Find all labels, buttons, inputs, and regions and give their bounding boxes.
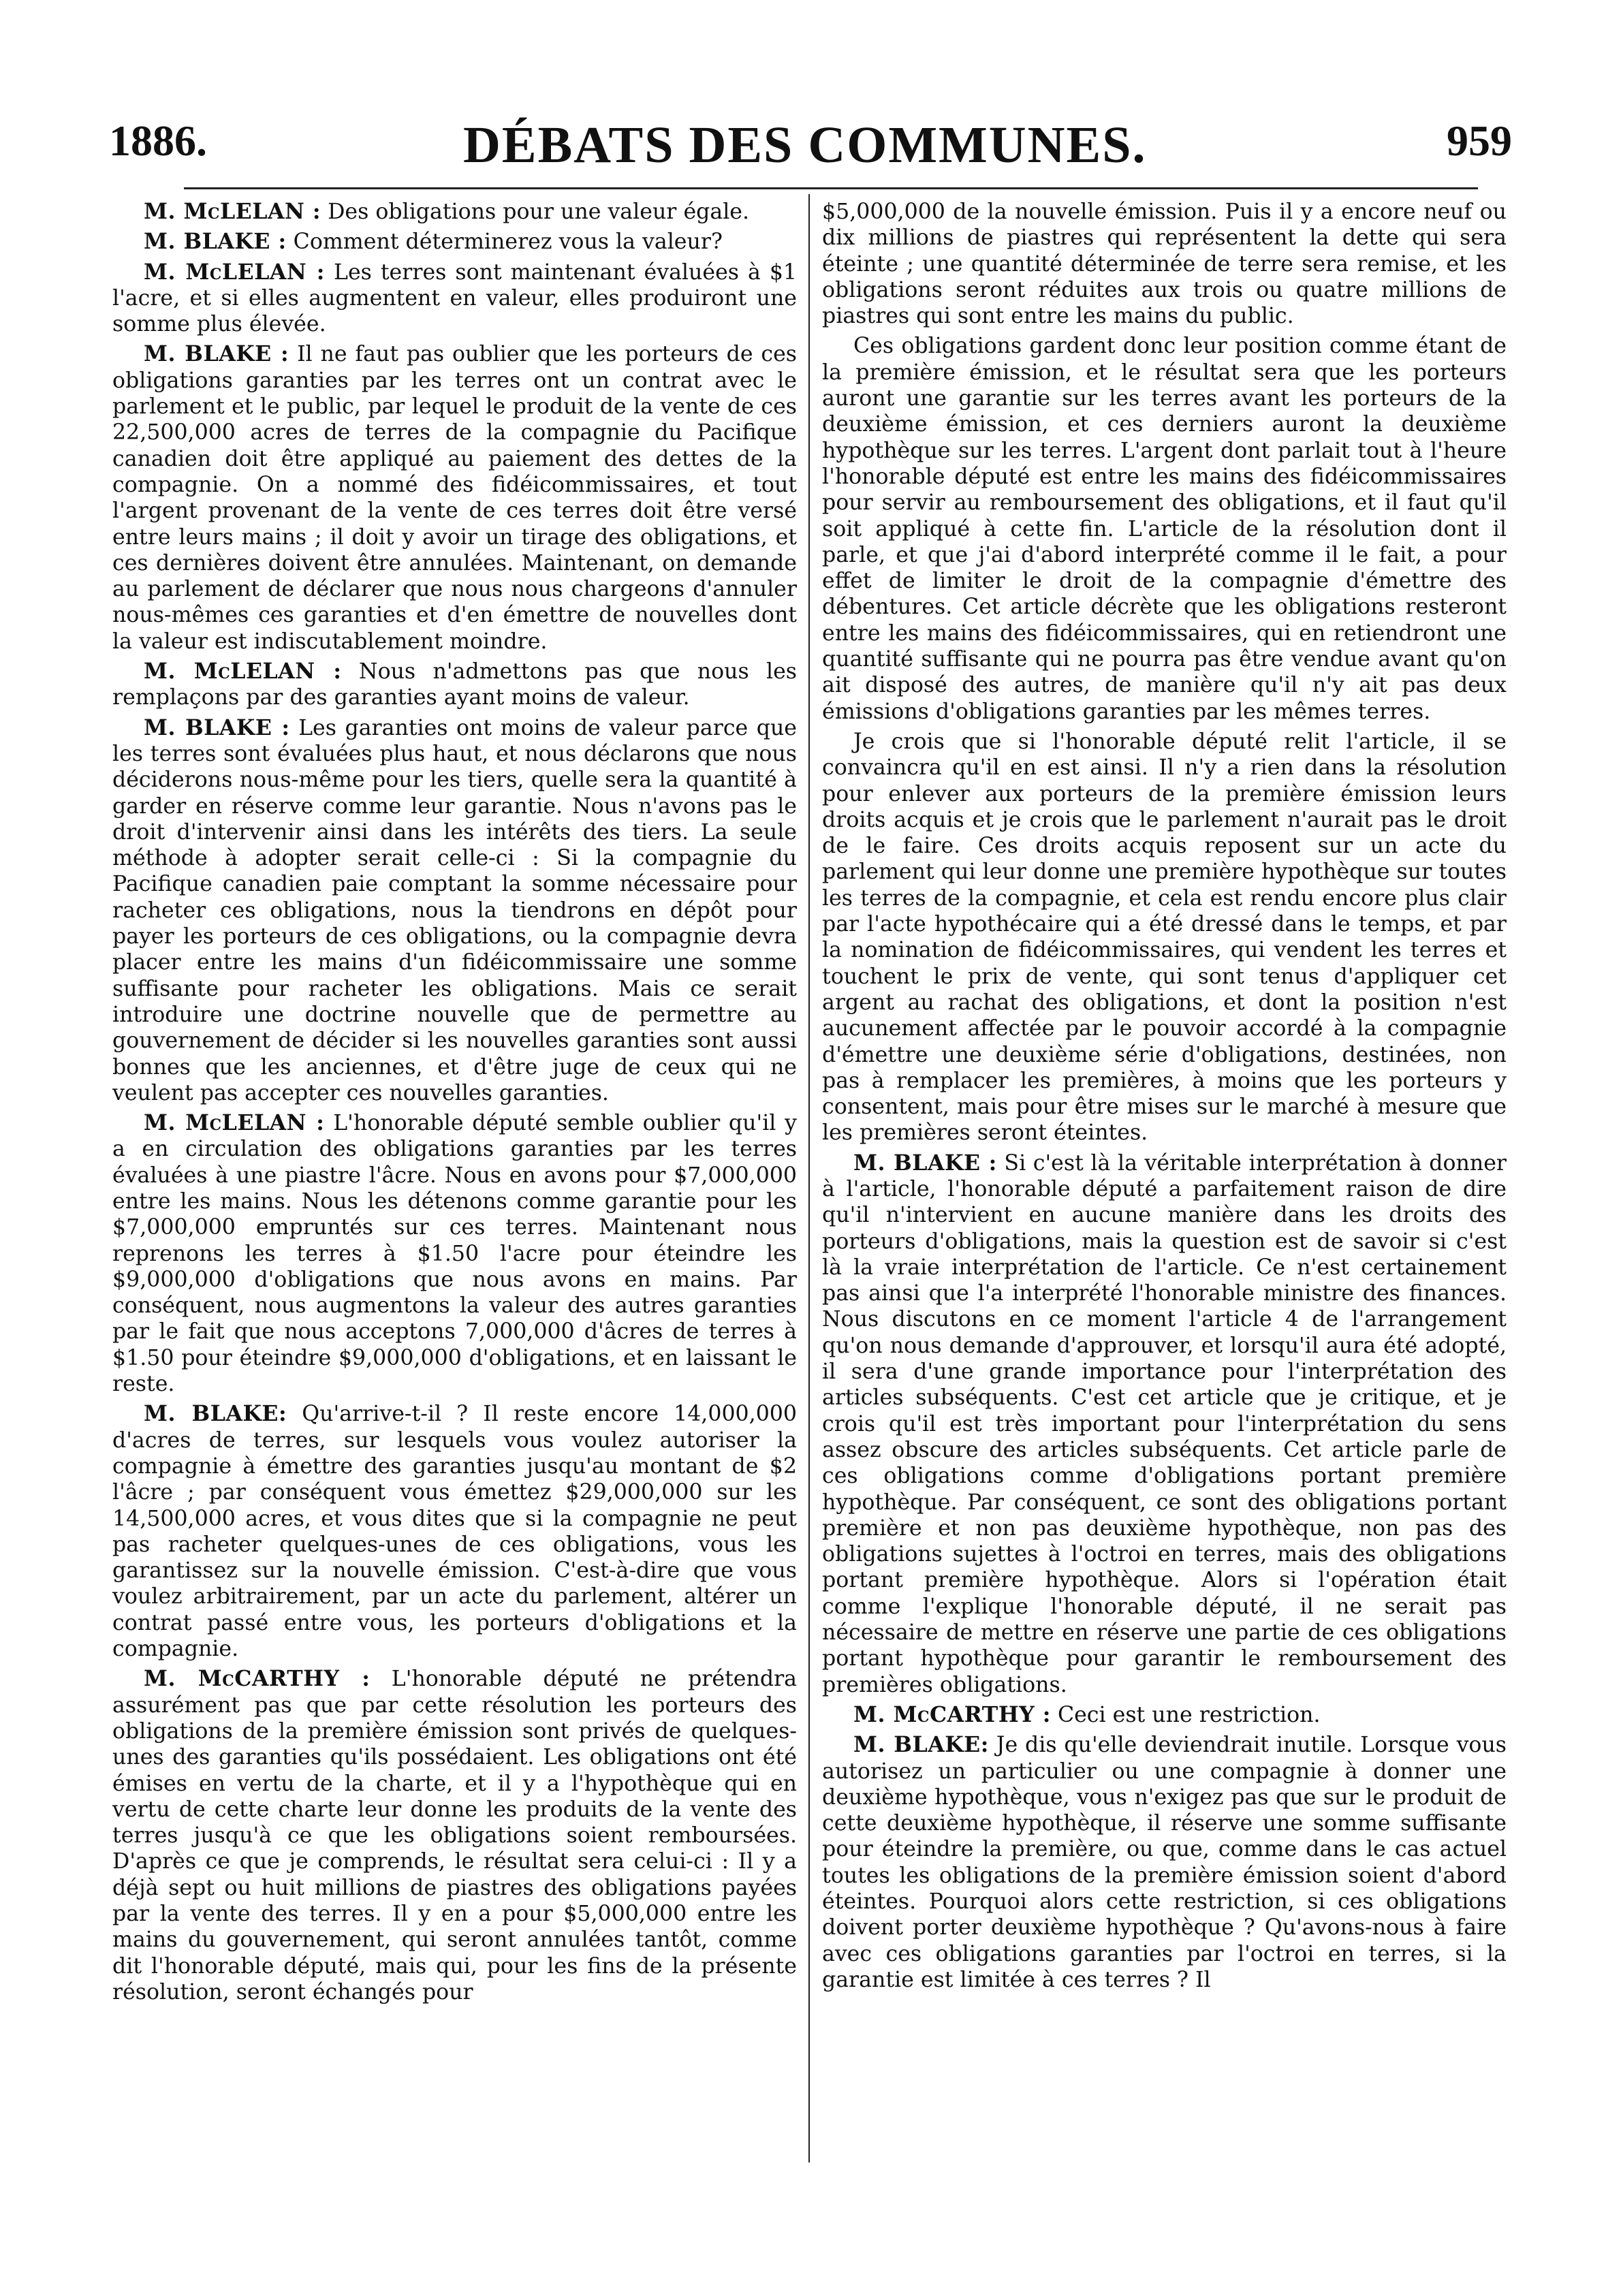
- speech-text: Ces obligations gardent donc leur position comme étant de la première émission, et le résultat sera que les porteurs auront une garantie sur les terres avant les porteurs de la deuxième émission, et ces derniers auront la deuxième hypothèque sur les terres. L'argent dont parlait tout à l'heure l'honorable député est entre les mains des fidéicommissaires pour servir au remboursement des obligations, et il faut qu'il soit appliqué à cette fin. L'article de la résolution dont il parle, et que j'ai d'abord interprété comme il le fait, a pour effet de limiter le droit de la compagnie d'émettre des débentures. Cet article décrète que les obligations resteront entre les mains des fidéicommissaires, qui en retiendront une quantité suffisante qui ne pourra pas être vendue avant qu'on ait disposé des autres, de manière qu'il n'y ait pas deux émissions d'obligations garanties par les mêmes terres.: [822, 334, 1507, 724]
- speech-text: $5,000,000 de la nouvelle émission. Puis il y a encore neuf ou dix millions de piastres qui représentent la dette qui sera éteinte ; une quantité déterminée de terre sera remise, et les obligations seront réduites aux trois ou quatre millions de piastres qui sont entre les mains du public.: [822, 200, 1507, 329]
- paragraph: [112, 341, 797, 655]
- speaker: M. McLELAN :: [144, 1110, 325, 1136]
- paragraph: [112, 260, 797, 338]
- speech-text: Qu'arrive-t-il ? Il reste encore 14,000,000 d'acres de terres, sur lesquels vous voulez autoriser la compagnie à émettre des garanties jusqu'au montant de $2 l'âcre ; par conséquent vous émettez $29,000,000 sur les 14,500,000 acres, et vous dites que si la compagnie ne peut pas racheter quelques-unes de ces obligations, vous les garantissez sur la nouvelle émission. C'est-à-dire que vous voulez arbitrairement, par un acte du parlement, altérer un contrat passé entre vous, les porteurs d'obligations et la compagnie.: [112, 1402, 797, 1662]
- paragraph: [112, 1401, 797, 1662]
- speech-text: Il ne faut pas oublier que les porteurs de ces obligations garanties par les terres ont un contrat avec le parlement et le public, par lequel le produit de la vente de ces 22,500,000 acres de terres de la compagnie du Pacifique canadien doit être appliqué au paiement des dettes de la compagnie. On a nommé des fidéicommissaires, et tout l'argent provenant de la vente de ces terres doit être versé entre leurs mains ; il doit y avoir un tirage des obligations, et ces dernières doivent être annulées. Maintenant, on demande au parlement de déclarer que nous nous chargeons d'annuler nous-mêmes ces garanties et d'en émettre de nouvelles dont la valeur est indiscutablement moindre.: [112, 342, 797, 654]
- speech-text: Nous n'admettons pas que nous les remplaçons par des garanties ayant moins de valeur.: [112, 659, 797, 710]
- right-column: [822, 199, 1507, 1997]
- speech-text: Comment déterminerez vous la valeur?: [293, 230, 723, 255]
- paragraph: [112, 715, 797, 1106]
- header-year: 1886.: [109, 116, 207, 165]
- page-header: [109, 102, 1512, 177]
- header-title: DÉBATS DES COMMUNES.: [463, 116, 1147, 174]
- speaker: M. McCARTHY :: [853, 1701, 1051, 1727]
- header-page-number: 959: [1447, 116, 1512, 165]
- speaker: M. McCARTHY :: [144, 1666, 371, 1692]
- speech-text: Des obligations pour une valeur égale.: [328, 200, 750, 224]
- speaker: M. McLELAN :: [144, 199, 321, 224]
- paragraph: [112, 229, 797, 255]
- paragraph: [822, 1732, 1507, 1993]
- speech-text: L'honorable député semble oublier qu'il y a en circulation des obligations garanties par les terres évaluées à une piastre l'âcre. Nous en avons pour $7,000,000 entre les mains. Nous les détenons comme garantie pour les $7,000,000 empruntés sur ces terres. Maintenant nous reprenons les terres à $1.50 l'acre pour éteindre les $9,000,000 d'obligations que nous avons en mains. Par conséquent, nous augmentons la valeur des autres garanties par le fait que nous acceptons 7,000,000 d'âcres de terres à $1.50 pour éteindre $9,000,000 d'obligations, et en laissant le reste.: [112, 1111, 798, 1397]
- paragraph: [822, 1150, 1507, 1698]
- paragraph: [112, 199, 797, 225]
- paragraph: [822, 729, 1507, 1146]
- speaker: M. BLAKE :: [144, 229, 287, 255]
- speech-text: L'honorable député ne prétendra assurément pas que par cette résolution les porteurs des obligations de la première émission sont privés de quelques-unes des garanties qu'ils possédaient. Les obligations ont été émises en vertu de la charte, et il y a l'hypothèque qui en vertu de cette charte leur donne les produits de la vente des terres jusqu'à ce que les obligations soient remboursées. D'après ce que je comprends, le résultat sera celui-ci : Il y a déjà sept ou huit millions de piastres des obligations payées par la vente des terres. Il y en a pour $5,000,000 entre les mains du gouvernement, qui seront annulées tantôt, comme dit l'honorable député, mais qui, pour les fins de la présente résolution, seront échangés pour: [112, 1667, 798, 2004]
- speaker: M. BLAKE:: [853, 1732, 989, 1758]
- speech-text: Les terres sont maintenant évaluées à $1 l'acre, et si elles augmentent en valeur, elles produiront une somme plus élevée.: [112, 260, 798, 337]
- paragraph: [112, 659, 797, 711]
- speaker: M. BLAKE :: [144, 341, 289, 367]
- speaker: M. BLAKE:: [144, 1401, 287, 1427]
- header-rule: [184, 187, 1478, 189]
- speech-text: Ceci est une restriction.: [1057, 1702, 1321, 1727]
- paragraph: [822, 199, 1507, 329]
- paragraph: [112, 1666, 797, 2005]
- speaker: M. McLELAN :: [144, 259, 325, 285]
- paragraph: [822, 1702, 1507, 1728]
- speech-text: Les garanties ont moins de valeur parce que les terres sont évaluées plus haut, et nous déclarons que nous déciderons nous-même pour les tiers, quelle sera la quantité à garder en réserve comme leur garantie. Nous n'avons pas le droit d'intervenir ainsi dans les intérêts des tiers. La seule méthode à adopter serait celle-ci : Si la compagnie du Pacifique canadien paie comptant la somme nécessaire pour racheter ces obligations, nous la tiendrons en dépôt pour payer les porteurs de ces obligations, ou la compagnie devra placer entre les mains d'un fidéicommissaire une somme suffisante pour racheter les obligations. Mais ce serait introduire une doctrine nouvelle que de permettre au gouvernement de décider si les nouvelles garanties sont aussi bonnes que les anciennes, et d'être juge de ceux qui ne veulent pas accepter ces nouvelles garanties.: [112, 715, 797, 1105]
- speaker: M. BLAKE :: [144, 714, 290, 740]
- speech-text: Je dis qu'elle deviendrait inutile. Lorsque vous autorisez un particulier ou une compagnie à donner une deuxième hypothèque, vous n'exigez pas que sur le produit de cette deuxième hypothèque, il réserve une somme suffisante pour éteindre la première, ou que, comme dans le cas actuel toutes les obligations de la première émission soient d'abord éteintes. Pourquoi alors cette restriction, si ces obligations doivent porter deuxième hypothèque ? Qu'avons-nous à faire avec ces obligations garanties par l'octroi en terres, si la garantie est limitée à ces terres ? Il: [822, 1733, 1507, 1992]
- paragraph: [112, 1110, 797, 1397]
- speaker: M. BLAKE :: [853, 1150, 997, 1176]
- paragraph: [822, 333, 1507, 724]
- left-column: [112, 199, 797, 2009]
- speaker: M. McLELAN :: [144, 659, 342, 685]
- speech-text: Si c'est là la véritable interprétation à donner à l'article, l'honorable député a parfaitement raison de dire qu'il n'intervient en aucune manière dans les droits des porteurs d'obligations, mais la question est de savoir si c'est là la vraie interprétation de l'article. Ce n'est certainement pas ainsi que l'a interprété l'honorable ministre des finances. Nous discutons en ce moment l'article 4 de l'arrangement qu'on nous demande d'approuver, et lorsqu'il aura été adopté, il sera d'une grande importance pour l'interprétation des articles subséquents. C'est cet article que je critique, et je crois qu'il est très important pour l'interprétation du sens assez obscure des articles subséquents. Cet article parle de ces obligations comme d'obligations portant première hypothèque. Par conséquent, ce sont des obligations portant première et non pas deuxième hypothèque, non pas des obligations sujettes à l'octroi en terres, mais des obligations portant première hypothèque. Alors si l'opération était comme l'explique l'honorable député, il ne serait pas nécessaire de mettre en réserve une partie de ces obligations portant hypothèque pour garantir le remboursement des premières obligations.: [822, 1150, 1507, 1697]
- speech-text: Je crois que si l'honorable député relit l'article, il se convaincra qu'il en est ainsi. Il n'y a rien dans la résolution pour enlever aux porteurs de la première émission leurs droits acquis et je crois que le parlement n'aurait pas le droit de le faire. Ces droits acquis reposent sur un acte du parlement qui leur donne une première hypothèque sur toutes les terres de la compagnie, et cela est rendu encore plus clair par l'acte hypothécaire qui a été dressé dans le temps, et par la nomination de fidéicommissaires, qui vendent les terres et touchent le prix de vente, qui sont tenus d'appliquer cet argent au rachat des obligations, et dont la position n'est aucunement affectée par le pouvoir accordé à la compagnie d'émettre une deuxième série d'obligations, destinées, non pas à remplacer les premières, à moins que les porteurs y consentent, mais pour être mises sur le marché à mesure que les premières seront éteintes.: [822, 729, 1507, 1146]
- column-divider: [808, 194, 810, 2163]
